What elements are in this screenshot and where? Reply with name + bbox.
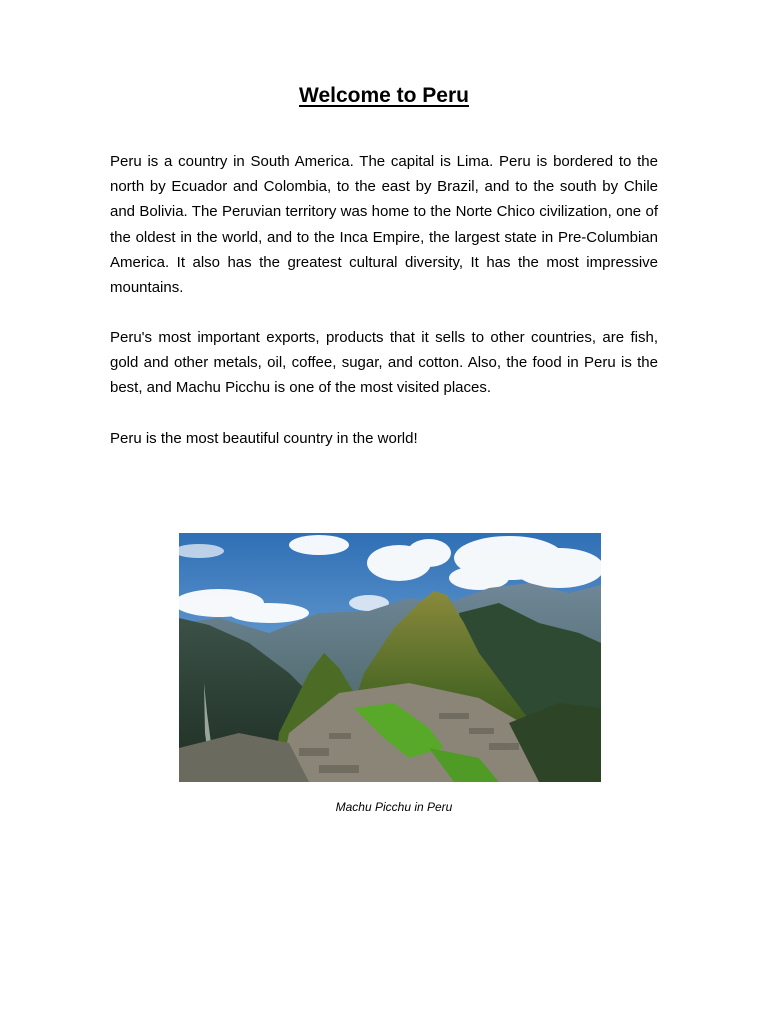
paragraph-exports: Peru's most important exports, products that it sells to other countries, are fish, gold and other metals, oil, coffee, sugar, and cotton. Also, the food in Peru is the best, and Machu Picchu is one of the most visited places. bbox=[110, 329, 658, 397]
page-title: Welcome to Peru bbox=[299, 84, 469, 107]
figure-caption: Machu Picchu in Peru bbox=[335, 800, 453, 814]
paragraph-intro: Peru is a country in South America. The capital is Lima. Peru is bordered to the north by Ecuador and Colombia, to the east by Brazil, and to the south by Chile and Bolivia. The Peruvian territory was home to the Norte Chico civilization, one of the oldest in the world, and to the Inca Empire, the largest state in Pre-Columbian America. It also has the greatest cultural diversity, It has the most impressive mountains. bbox=[110, 153, 658, 297]
machu-picchu-photo bbox=[179, 533, 601, 782]
paragraph-closing: Peru is the most beautiful country in the world! bbox=[110, 430, 418, 447]
